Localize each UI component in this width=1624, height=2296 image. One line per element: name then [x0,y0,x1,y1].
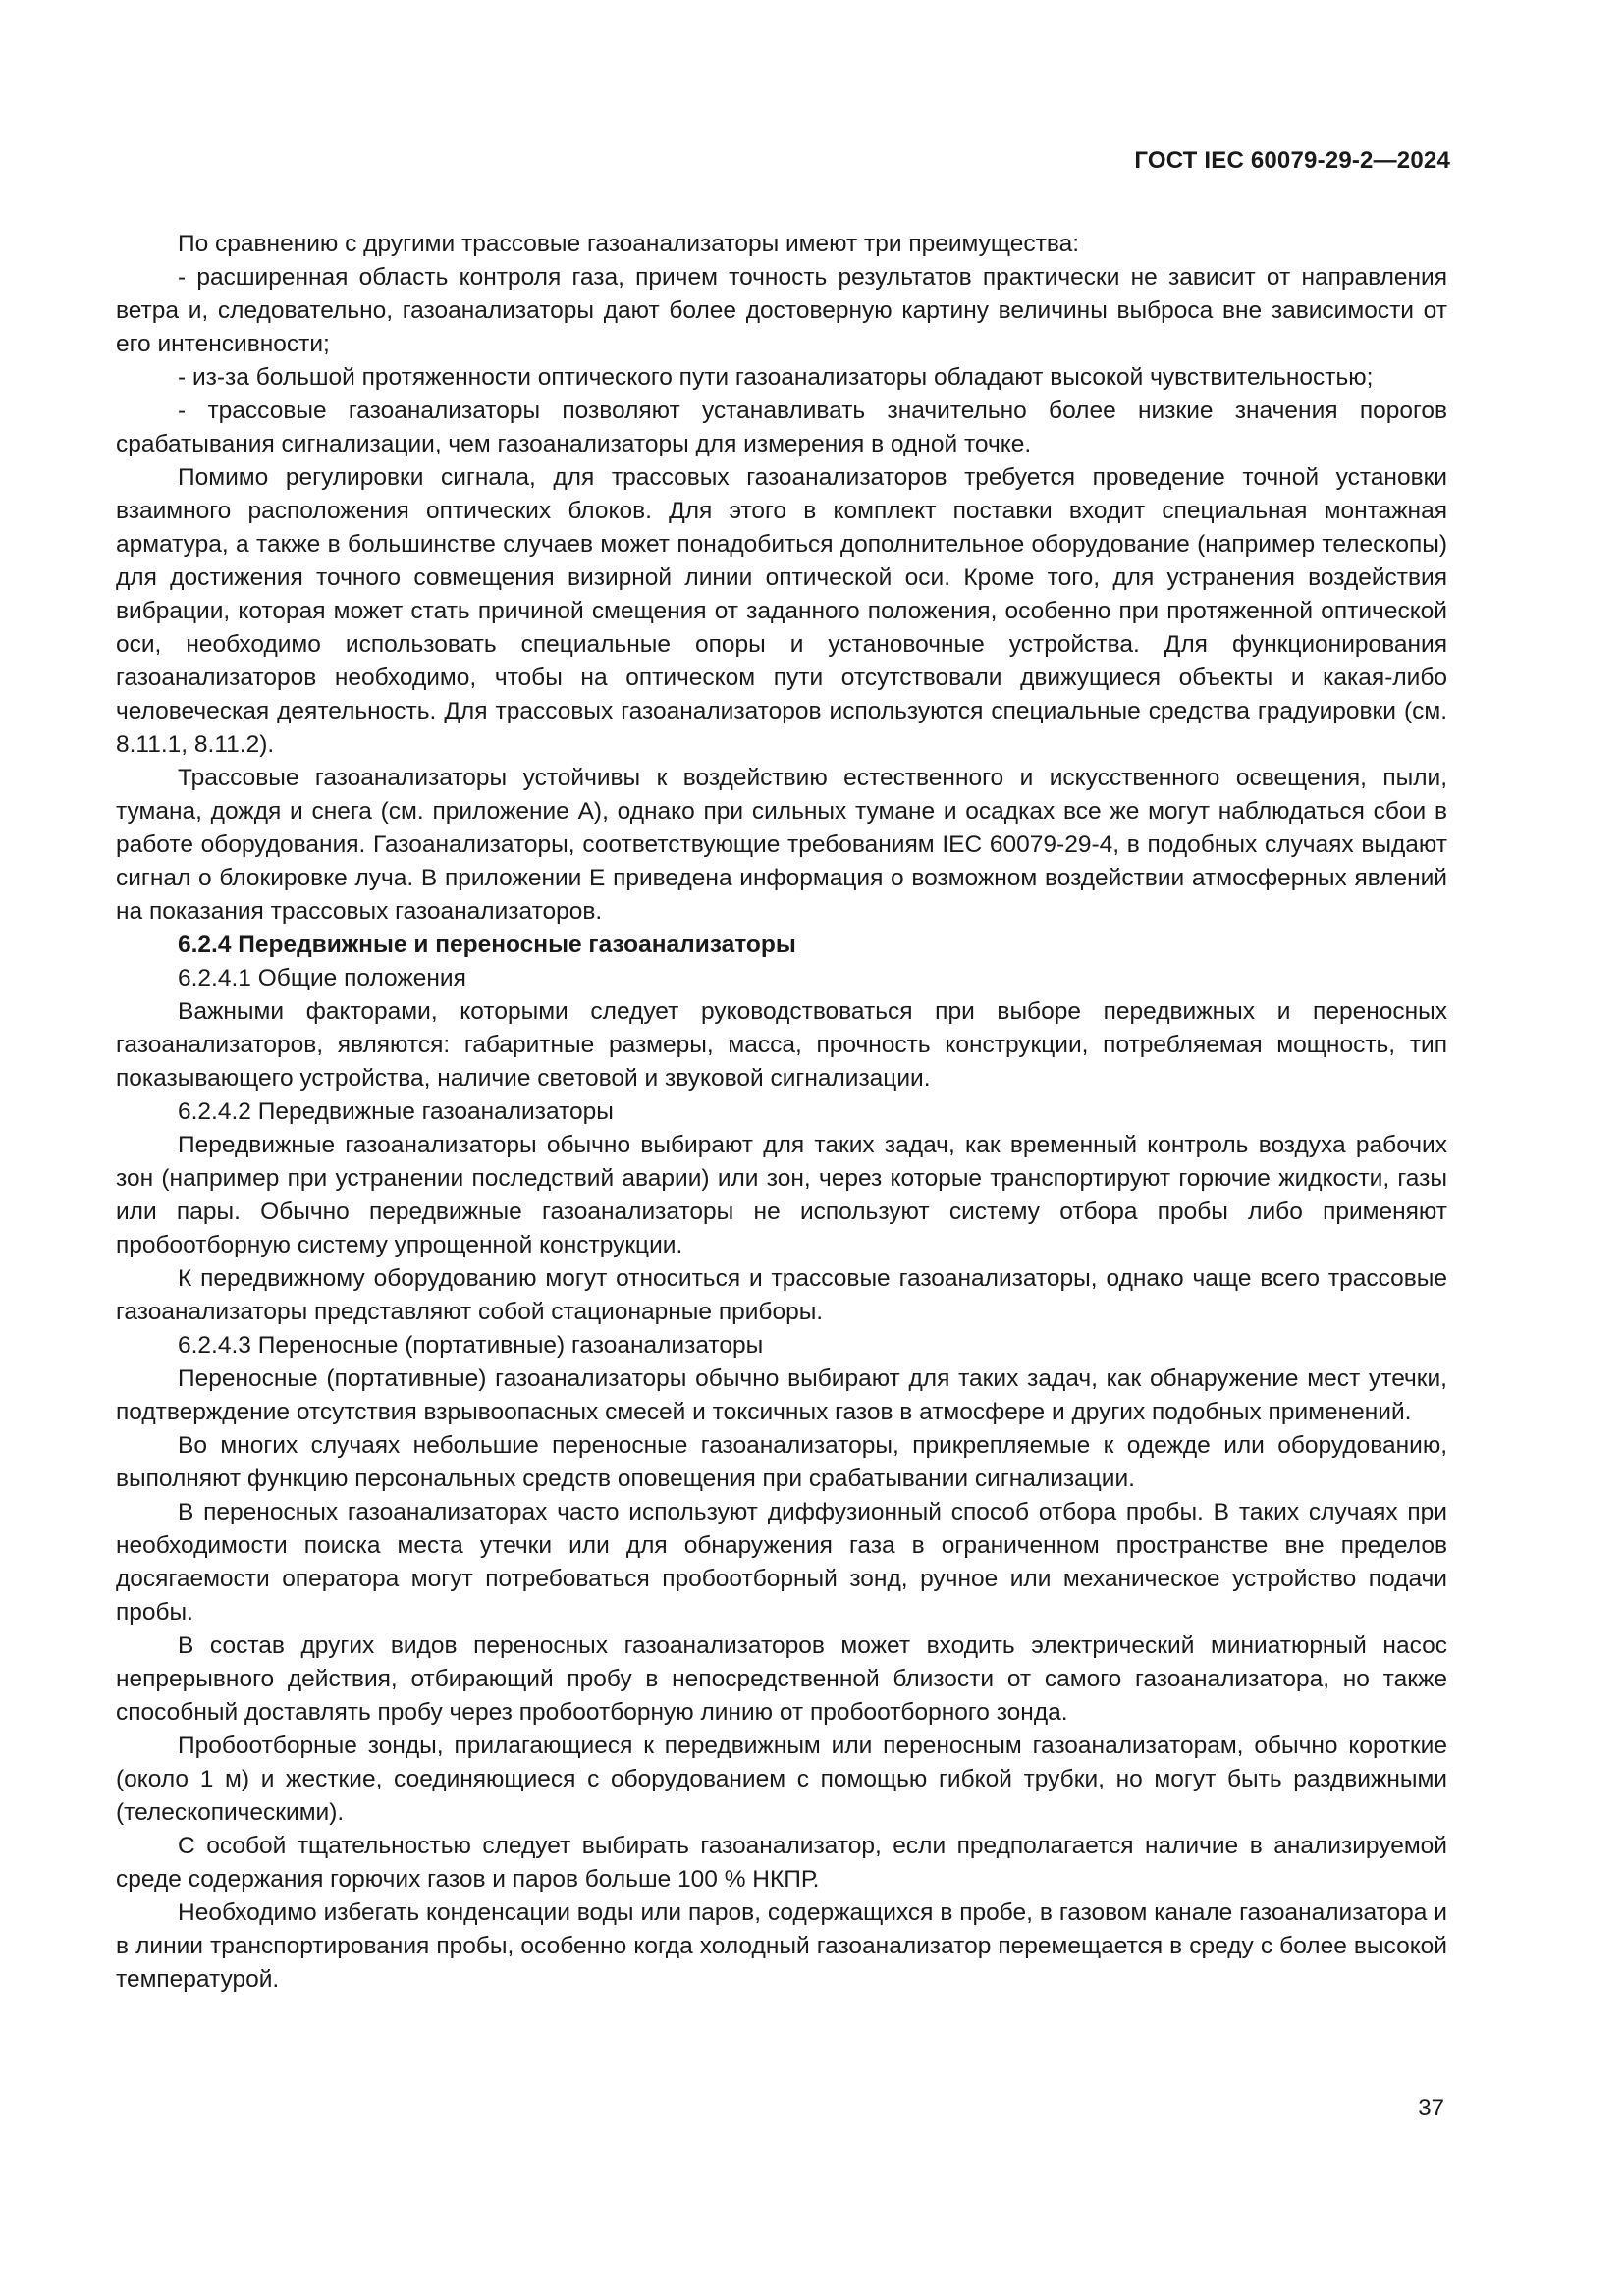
paragraph: С особой тщательностью следует выбирать газоанализатор, если предполагается наличие в анализируемой среде содержания горючих газов и паров больше 100 % НКПР. [116,1833,1447,1893]
paragraph: В состав других видов переносных газоанализаторов может входить электрический миниатюрный насос непрерывного действия, отбирающий пробу в непосредственной близости от самого газоанализатора, но также способный доставлять пробу через пробоотборную линию от пробоотборного зонда. [116,1632,1447,1726]
paragraph: В переносных газоанализаторах часто используют диффузионный способ отбора пробы. В таких случаях при необходимости поиска места утечки или для обнаружения газа в ограниченном пространстве вне пределов досягаемости оператора могут потребоваться пробоотборный зонд, ручное или механическое устройство подачи пробы. [116,1499,1447,1626]
document-header: ГОСТ IEC 60079-29-2—2024 [1134,147,1450,174]
subsection-title: 6.2.4.3 Переносные (портативные) газоанализаторы [178,1332,764,1359]
subsection-title: 6.2.4.1 Общие положения [178,965,466,991]
paragraph: Помимо регулировки сигнала, для трассовых газоанализаторов требуется проведение точной установки взаимного расположения оптических блоков. Для этого в комплект поставки входит специальная монтажная арматура, а также в большинстве случаев может понадобиться дополнительное оборудование (например телескопы) для достижения точного совмещения визирной линии оптической оси. Кроме того, для устранения воздействия вибрации, которая может стать причиной смещения от заданного положения, особенно при протяженной оптической оси, необходимо использовать специальные опоры и установочные устройства. Для функционирования газоанализаторов необходимо, чтобы на оптическом пути отсутствовали движущиеся объекты и какая-либо человеческая деятельность. Для трассовых газоанализаторов используются специальные средства градуировки (см. 8.11.1, 8.11.2). [116,464,1447,758]
list-item: - из-за большой протяженности оптического пути газоанализаторы обладают высокой чувствительностью; [178,364,1374,391]
paragraph: По сравнению с другими трассовые газоанализаторы имеют три преимущества: [178,231,1080,257]
subsection-title: 6.2.4.2 Передвижные газоанализаторы [178,1098,614,1125]
paragraph: Передвижные газоанализаторы обычно выбирают для таких задач, как временный контроль воздуха рабочих зон (например при устранении последствий аварии) или зон, через которые транспортируют горючие жидкости, газы или пары. Обычно передвижные газоанализаторы не используют систему отбора пробы либо применяют пробоотборную систему упрощенной конструкции. [116,1132,1447,1258]
paragraph: Важными факторами, которыми следует руководствоваться при выборе передвижных и переносных газоанализаторов, являются: габаритные размеры, масса, прочность конструкции, потребляемая мощность, тип показывающего устройства, наличие световой и звуковой сигнализации. [116,998,1447,1092]
paragraph: К передвижному оборудованию могут относиться и трассовые газоанализаторы, однако чаще всего трассовые газоанализаторы представляют собой стационарные приборы. [116,1265,1447,1325]
paragraph: Во многих случаях небольшие переносные газоанализаторы, прикрепляемые к одежде или оборудованию, выполняют функцию персональных средств оповещения при срабатывании сигнализации. [116,1432,1447,1492]
list-item: - трассовые газоанализаторы позволяют устанавливать значительно более низкие значения порогов срабатывания сигнализации, чем газоанализаторы для измерения в одной точке. [116,398,1447,457]
list-item: - расширенная область контроля газа, причем точность результатов практически не зависит от направления ветра и, следовательно, газоанализаторы дают более достоверную картину величины выброса вне зависимости от его интенсивности; [116,264,1447,357]
document-body [116,228,1447,1997]
section-heading: 6.2.4 Передвижные и переносные газоанализаторы [178,932,796,958]
paragraph: Необходимо избегать конденсации воды или паров, содержащихся в пробе, в газовом канале газоанализатора и в линии транспортирования пробы, особенно когда холодный газоанализатор перемещается в среду с более высокой температурой. [116,1899,1447,1993]
paragraph: Пробоотборные зонды, прилагающиеся к передвижным или переносным газоанализаторам, обычно короткие (около 1 м) и жесткие, соединяющиеся с оборудованием с помощью гибкой трубки, но могут быть раздвижными (телескопическими). [116,1733,1447,1826]
paragraph: Трассовые газоанализаторы устойчивы к воздействию естественного и искусственного освещения, пыли, тумана, дождя и снега (см. приложение А), однако при сильных тумане и осадках все же могут наблюдаться сбои в работе оборудования. Газоанализаторы, соответствующие требованиям IEC 60079-29-4, в подобных случаях выдают сигнал о блокировке луча. В приложении Е приведена информация о возможном воздействии атмосферных явлений на показания трассовых газоанализаторов. [116,765,1447,925]
paragraph: Переносные (портативные) газоанализаторы обычно выбирают для таких задач, как обнаружение мест утечки, подтверждение отсутствия взрывоопасных смесей и токсичных газов в атмосфере и других подобных применений. [116,1365,1447,1425]
page-number: 37 [1418,2095,1444,2121]
